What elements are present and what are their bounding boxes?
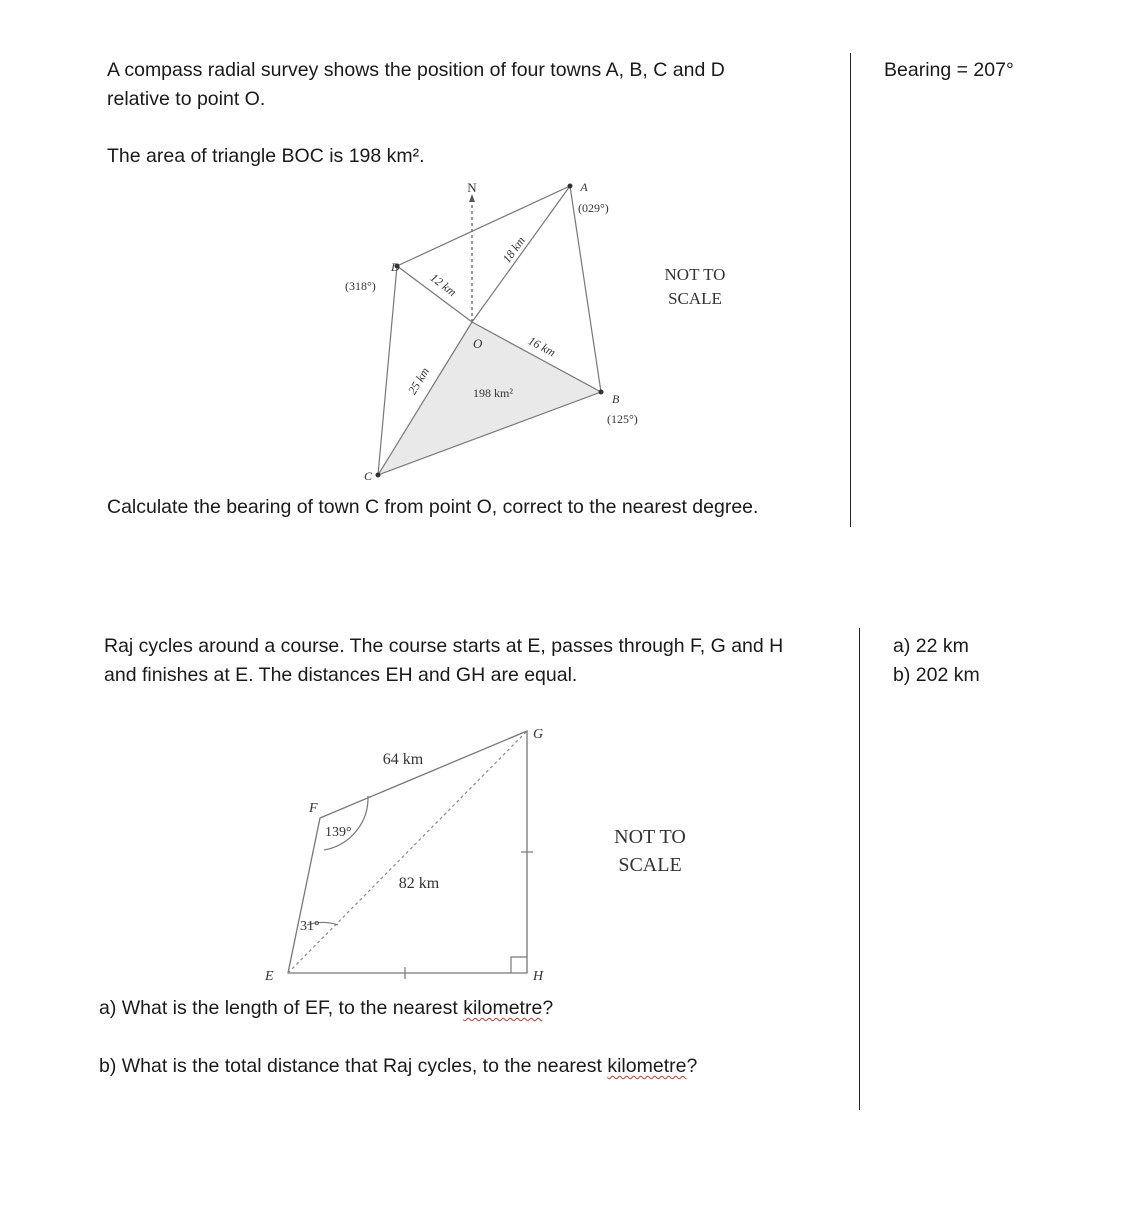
not-to-scale-1-line2: SCALE <box>668 289 722 308</box>
label-f: F <box>309 801 318 816</box>
north-label: N <box>467 180 477 195</box>
q1-area-statement: The area of triangle BOC is 198 km². <box>107 145 425 167</box>
area-label: 198 km² <box>473 386 513 400</box>
q2-intro-line2: and finishes at E. The distances EH and GH are equal. <box>104 664 578 686</box>
not-to-scale-1-line1: NOT TO <box>664 265 726 284</box>
not-to-scale-2-line2: SCALE <box>618 854 682 876</box>
bearing-b: (125°) <box>607 412 638 426</box>
dist-eg-label: 82 km <box>398 875 440 892</box>
dist-ob-label: 16 km <box>525 333 558 360</box>
angle-arc-f <box>324 796 368 850</box>
label-d: D <box>391 260 400 274</box>
q2-part-b-unit: kilometre <box>607 1055 687 1077</box>
q2-part-a-unit: kilometre <box>463 997 543 1019</box>
dist-fg-label: 64 km <box>382 751 424 768</box>
dist-od-label: 12 km <box>427 270 460 300</box>
q2-part-a: a) What is the length of EF, to the nearest kilometre? <box>99 997 554 1019</box>
angle-f-label: 139° <box>325 825 352 840</box>
q1-intro-line1: A compass radial survey shows the position of four towns A, B, C and D <box>107 59 725 81</box>
q1-answer: Bearing = 207° <box>884 59 1014 81</box>
bearing-d: (318°) <box>345 279 376 293</box>
label-g: G <box>533 727 544 742</box>
not-to-scale-2-line1: NOT TO <box>614 826 686 848</box>
dist-oc-label: 25 km <box>405 364 433 397</box>
label-c: C <box>364 469 373 483</box>
label-a: A <box>580 180 588 194</box>
q2-intro-line1: Raj cycles around a course. The course starts at E, passes through F, G and H <box>104 635 784 657</box>
q2-answer-a: a) 22 km <box>893 635 969 657</box>
right-angle-h <box>511 957 527 973</box>
label-b: B <box>612 392 620 406</box>
angle-e-label: 31° <box>300 919 320 934</box>
dist-oa-label: 18 km <box>499 233 528 266</box>
bearing-a: (029°) <box>578 201 609 215</box>
q1-prompt: Calculate the bearing of town C from point O, correct to the nearest degree. <box>107 496 759 518</box>
q2-part-b: b) What is the total distance that Raj cycles, to the nearest kilometre? <box>99 1055 698 1077</box>
label-h: H <box>533 969 544 984</box>
q1-intro-line2: relative to point O. <box>107 88 266 110</box>
label-e: E <box>265 969 274 984</box>
q2-answer-b: b) 202 km <box>893 664 980 686</box>
label-o: O <box>473 336 483 351</box>
